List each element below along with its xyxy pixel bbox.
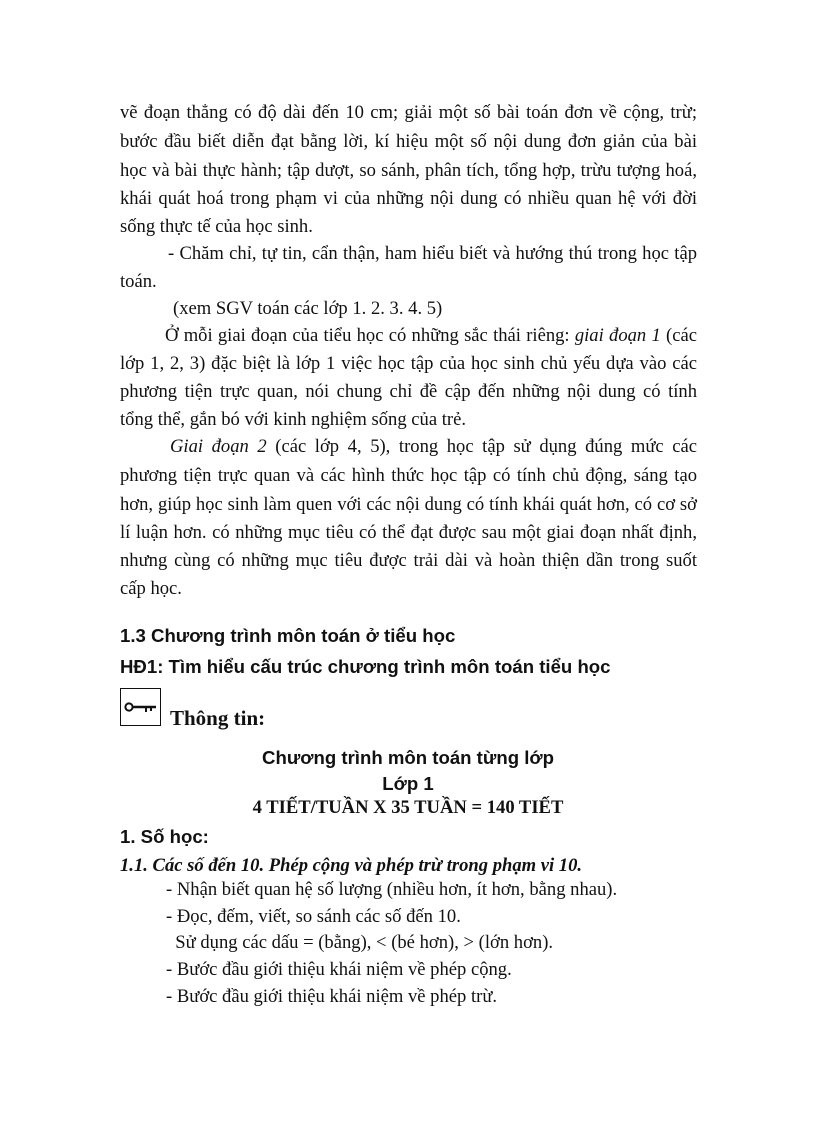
section-heading: 1.3 Chương trình môn toán ở tiểu học — [120, 625, 456, 646]
paragraph2-line-1: - Chăm chỉ, tự tin, cẩn thận, ham hiểu biết và hướng thú trong học tập — [168, 243, 697, 264]
reference-note: (xem SGV toán các lớp 1. 2. 3. 4. 5) — [173, 298, 443, 319]
key-icon — [124, 699, 158, 715]
paragraph4-line-1-text: (các lớp 4, 5), trong học tập sử dụng đúng mức các — [266, 436, 697, 457]
paragraph1-line-4: khái quát hoá trong phạm vi của những nội dung có nhiều quan hệ với đời — [120, 188, 697, 209]
list-item: - Bước đầu giới thiệu khái niệm về phép cộng. — [166, 959, 512, 980]
subsubsection-heading: 1.1. Các số đến 10. Phép cộng và phép trừ trong phạm vi 10. — [120, 855, 583, 876]
program-title: Chương trình môn toán từng lớp — [262, 747, 554, 768]
paragraph4-line-3: hơn, giúp học sinh làm quen với các nội dung có tính khái quát hơn, có cơ sở — [120, 494, 697, 515]
paragraph3-line-1-end: (các — [660, 325, 697, 346]
paragraph3-line-1-text: Ở mỗi giai đoạn của tiểu học có những sắc thái riêng: — [165, 325, 575, 346]
grade-title: Lớp 1 — [382, 773, 434, 794]
paragraph4-emphasis: Giai đoạn 2 — [170, 436, 267, 457]
subsection-heading: 1. Số học: — [120, 826, 209, 847]
info-box — [120, 688, 161, 726]
paragraph4-line-4: lí luận hơn. có những mục tiêu có thể đạt được sau một giai đoạn nhất định, — [120, 522, 697, 543]
paragraph2-line-2: toán. — [120, 271, 157, 292]
paragraph4-line-1 — [170, 436, 697, 458]
paragraph1-line-5: sống thực tế của học sinh. — [120, 216, 313, 237]
paragraph3-line-3: phương tiện trực quan, nói chung chỉ đề cập đến những nội dung có tính — [120, 381, 697, 402]
paragraph1-line-2: bước đầu biết diễn đạt bằng lời, kí hiệu một số nội dung đơn giản của bài — [120, 131, 697, 152]
paragraph1-line-1: vẽ đoạn thẳng có độ dài đến 10 cm; giải một số bài toán đơn về cộng, trừ; — [120, 102, 697, 123]
paragraph4-line-6: cấp học. — [120, 578, 182, 599]
list-item: Sử dụng các dấu = (bằng), < (bé hơn), > (lớn hơn). — [166, 932, 554, 953]
list-item: - Đọc, đếm, viết, so sánh các số đến 10. — [166, 906, 461, 927]
info-label: Thông tin: — [170, 706, 266, 730]
list-item: - Nhận biết quan hệ số lượng (nhiều hơn, ít hơn, bằng nhau). — [166, 879, 618, 900]
paragraph3-emphasis: giai đoạn 1 — [574, 325, 661, 346]
paragraph4-line-2: phương tiện trực quan và các hình thức học tập có tính chủ động, sáng tạo — [120, 465, 697, 486]
paragraph3-line-1 — [165, 325, 697, 347]
list-item: - Bước đầu giới thiệu khái niệm về phép trừ. — [166, 986, 498, 1007]
paragraph3-line-4: tổng thể, gắn bó với kinh nghiệm sống của trẻ. — [120, 409, 467, 430]
activity-heading: HĐ1: Tìm hiểu cấu trúc chương trình môn toán tiểu học — [120, 656, 611, 677]
schedule-line: 4 TIẾT/TUẦN X 35 TUẦN = 140 TIẾT — [252, 797, 564, 818]
paragraph4-line-5: nhưng cùng có những mục tiêu được trải dài và hoàn thiện dần trong suốt — [120, 550, 697, 571]
paragraph1-line-3: học và bài thực hành; tập dượt, so sánh, phân tích, tổng hợp, trừu tượng hoá, — [120, 160, 697, 181]
paragraph3-line-2: lớp 1, 2, 3) đặc biệt là lớp 1 việc học tập của học sinh chủ yếu dựa vào các — [120, 353, 697, 374]
